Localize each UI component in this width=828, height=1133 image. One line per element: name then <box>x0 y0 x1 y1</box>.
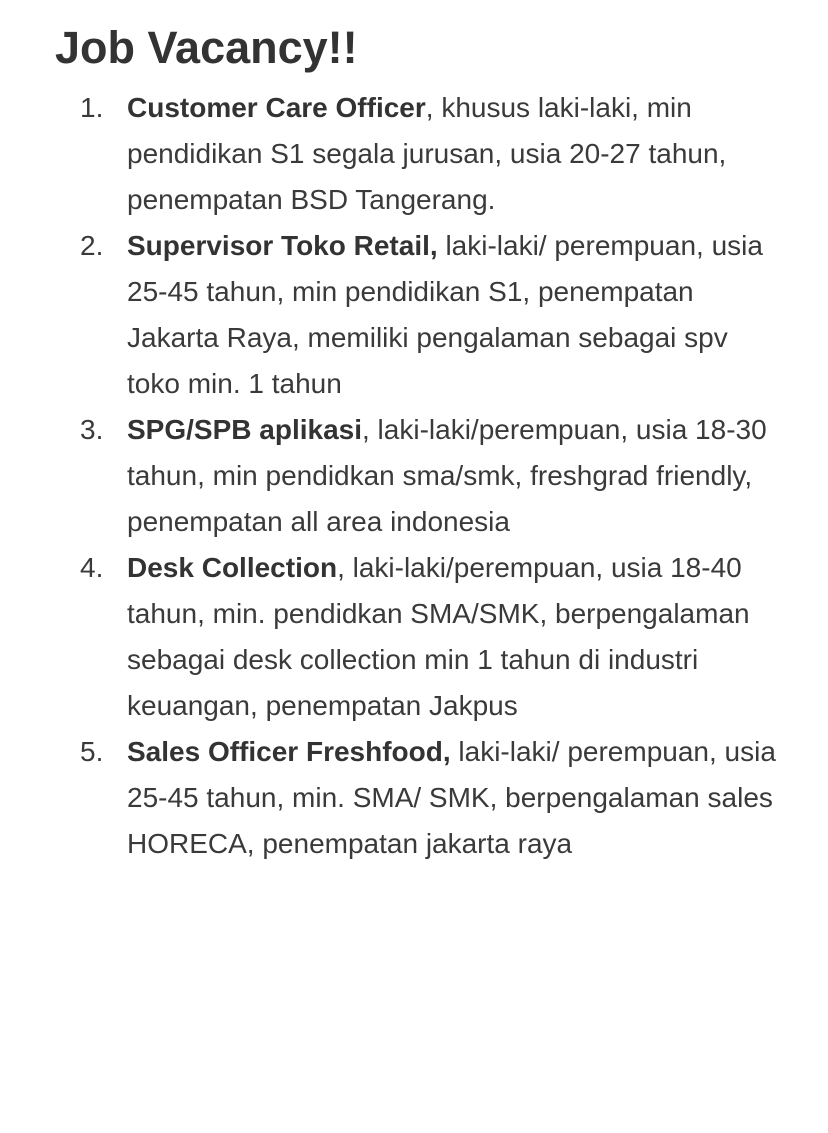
job-title: Customer Care Officer <box>127 92 426 123</box>
job-title: Supervisor Toko Retail, <box>127 230 438 261</box>
job-number: 3. <box>80 414 104 445</box>
job-details: laki-laki/ perempuan, usia 25-45 tahun, min. SMA/ SMK, berpengalaman sales HORECA, penempatan jakarta raya <box>127 736 776 859</box>
job-item-desk-collection <box>0 545 828 729</box>
job-item-supervisor-toko-retail <box>0 223 828 407</box>
page-title: Job Vacancy!! <box>55 22 358 73</box>
job-number: 5. <box>80 736 104 767</box>
job-number: 2. <box>80 230 104 261</box>
job-details: , khusus laki-laki, min pendidikan S1 segala jurusan, usia 20-27 tahun, penempatan BSD Tangerang. <box>127 92 727 215</box>
job-item-spg-spb-aplikasi <box>0 407 828 545</box>
job-details: laki-laki/ perempuan, usia 25-45 tahun, min pendidikan S1, penempatan Jakarta Raya, memiliki pengalaman sebagai spv toko min. 1 tahun <box>127 230 763 399</box>
job-title: Desk Collection <box>127 552 338 583</box>
job-item-sales-officer-freshfood <box>0 729 828 867</box>
job-number: 4. <box>80 552 104 583</box>
job-details: , laki-laki/perempuan, usia 18-40 tahun, min. pendidkan SMA/SMK, berpengalaman sebagai desk collection min 1 tahun di industri keuangan, penempatan Jakpus <box>127 552 750 721</box>
job-title: SPG/SPB aplikasi <box>127 414 362 445</box>
job-details: , laki-laki/perempuan, usia 18-30 tahun, min pendidkan sma/smk, freshgrad friendly, penempatan all area indonesia <box>127 414 767 537</box>
job-item-customer-care-officer <box>0 85 828 223</box>
job-number: 1. <box>80 92 104 123</box>
job-list <box>0 85 828 867</box>
job-title: Sales Officer Freshfood, <box>127 736 451 767</box>
